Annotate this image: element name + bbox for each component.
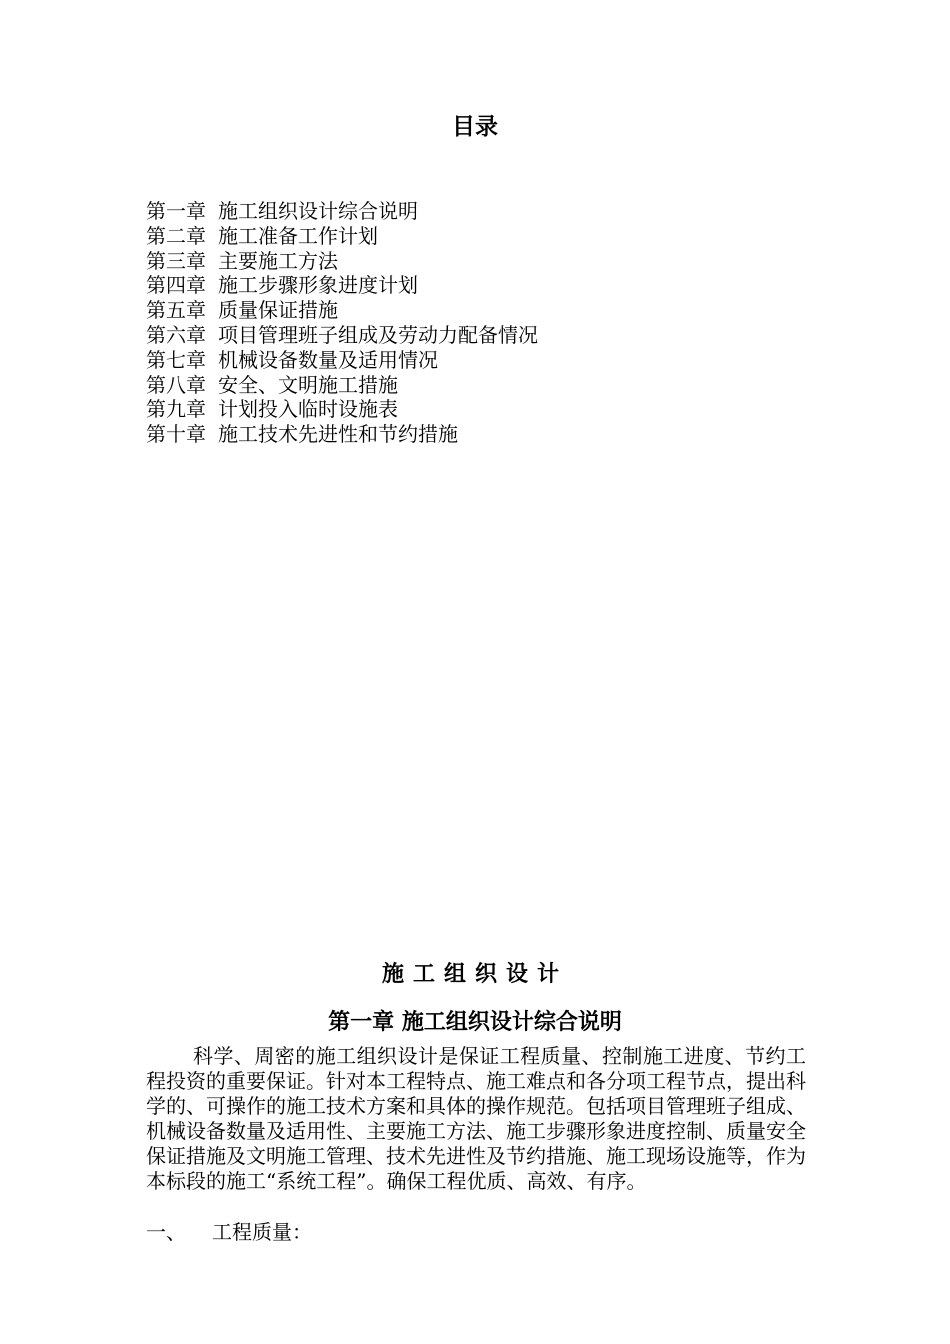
toc-chapter-number: 第八章 (146, 372, 206, 397)
toc-item (146, 224, 538, 249)
toc-chapter-number: 第十章 (146, 422, 206, 447)
toc-item (146, 249, 538, 274)
toc-chapter-title: 施工步骤形象进度计划 (218, 273, 418, 298)
toc-chapter-number: 第三章 (146, 248, 206, 273)
toc-chapter-title: 项目管理班子组成及劳动力配备情况 (218, 322, 538, 347)
toc-chapter-number: 第六章 (146, 322, 206, 347)
toc-item (146, 199, 538, 224)
section-heading (146, 1220, 312, 1245)
toc-chapter-number: 第四章 (146, 273, 206, 298)
toc-chapter-title: 计划投入临时设施表 (218, 397, 398, 422)
document-title: 施工组织设计 (381, 962, 568, 987)
toc-chapter-title: 施工组织设计综合说明 (218, 199, 418, 223)
section-title: 工程质量： (212, 1220, 312, 1244)
toc-chapter-title: 主要施工方法 (218, 248, 338, 273)
toc-chapter-title: 施工准备工作计划 (218, 223, 378, 248)
toc-chapter-title: 安全、文明施工措施 (218, 372, 398, 397)
toc-title: 目录 (452, 114, 498, 140)
toc-chapter-number: 第九章 (146, 397, 206, 422)
intro-paragraph: 科学、周密的施工组织设计是保证工程质量、控制施工进度、节约工程投资的重要保证。针对本工程特点、施工难点和各分项工程节点，提出科学的、可操作的施工技术方案和具体的操作规范。包括项目管理班子组成、机械设备数量及适用性、主要施工方法、施工步骤形象进度控制、质量安全保证措施及文明施工管理、技术先进性及节约措施、施工现场设施等，作为本标段的施工“系统工程”。确保工程优质、高效、有序。 (146, 1044, 806, 1193)
toc-chapter-title: 施工技术先进性和节约措施 (218, 422, 458, 447)
toc-item (146, 298, 538, 323)
chapter-heading: 第一章 施工组织设计综合说明 (328, 1010, 622, 1035)
toc-chapter-number: 第二章 (146, 223, 206, 248)
toc-chapter-title: 机械设备数量及适用情况 (218, 347, 438, 372)
toc-item (146, 373, 538, 398)
toc-item (146, 273, 538, 298)
toc-chapter-number: 第七章 (146, 347, 206, 372)
section-number: 一、 (146, 1220, 186, 1244)
toc-item (146, 422, 538, 447)
toc-item (146, 348, 538, 373)
toc-item (146, 397, 538, 422)
toc-chapter-number: 第一章 (146, 199, 206, 223)
toc-chapter-number: 第五章 (146, 298, 206, 323)
toc-item (146, 323, 538, 348)
toc-chapter-title: 质量保证措施 (218, 298, 338, 323)
toc-list (146, 199, 538, 447)
